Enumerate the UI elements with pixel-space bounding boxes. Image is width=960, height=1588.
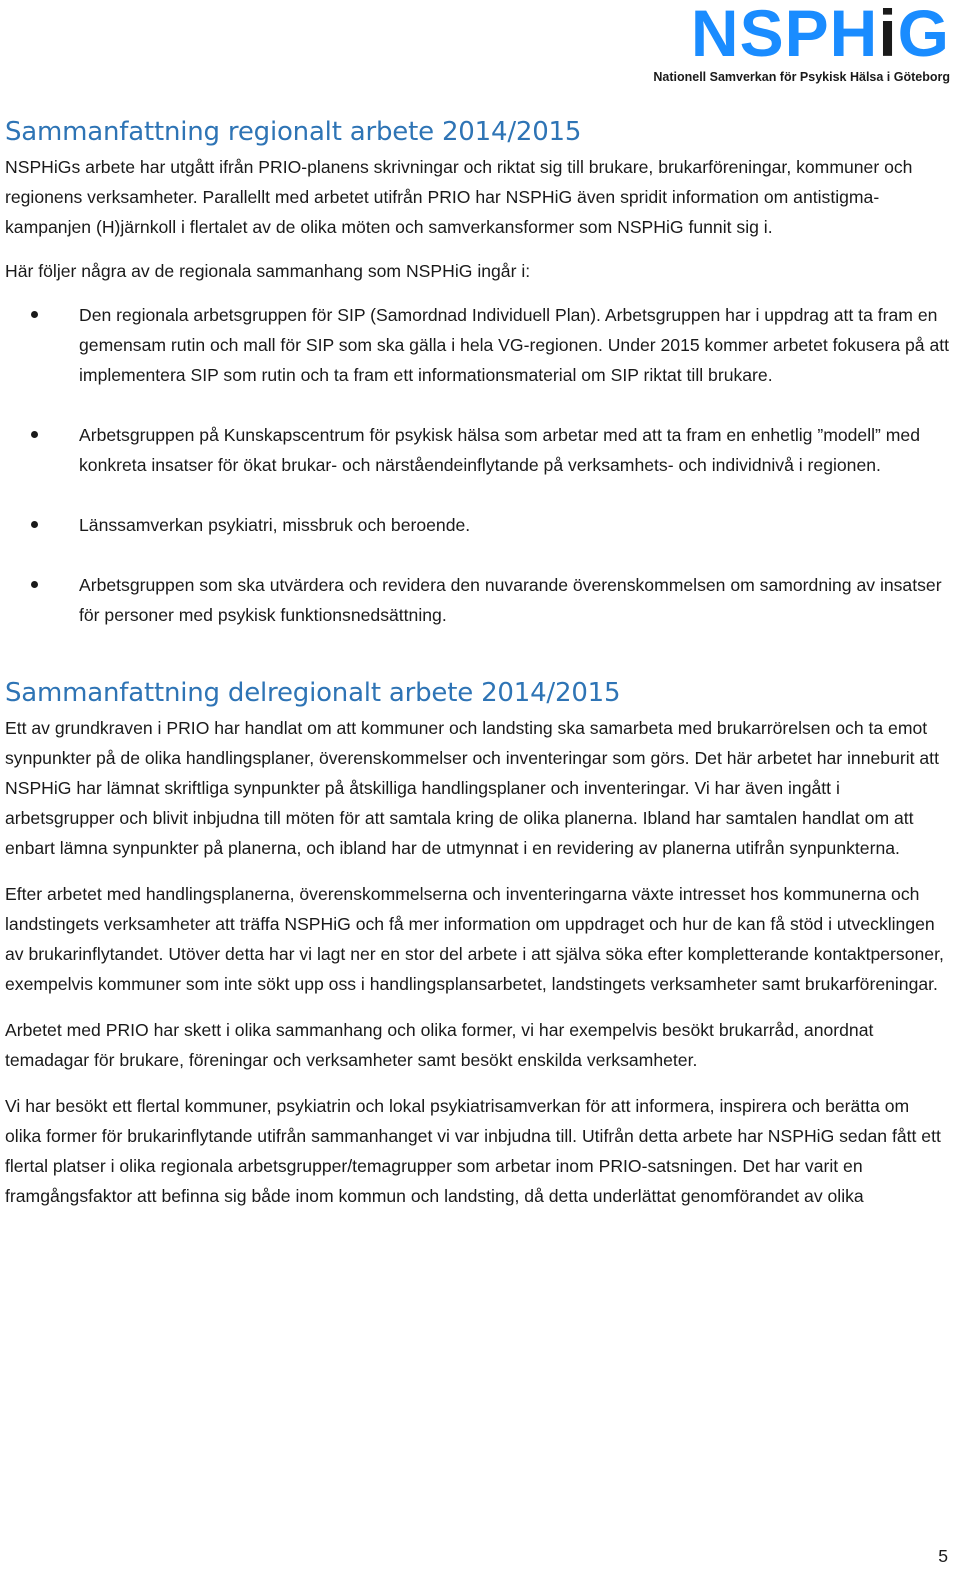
regional-intro-paragraph: NSPHiGs arbete har utgått ifrån PRIO-planens skrivningar och riktat sig till brukare, brukarföreningar, kommuner och regionens verksamheter. Parallellt med arbetet utifrån PRIO har NSPHiG även spridit information om antistigma-kampanjen (H)järnkoll i flertalet av de olika möten och samverkansformer som NSPHiG funnit sig i. [5,157,913,237]
list-item: Den regionala arbetsgruppen för SIP (Samordnad Individuell Plan). Arbetsgruppen har i uppdrag att ta fram en gemensam rutin och mall för SIP som ska gälla i hela VG-regionen. Under 2015 kommer arbetet fokusera på att implementera SIP som rutin och ta fram ett informationsmaterial om SIP riktat till brukare. [5,300,950,390]
logo-letter: G [897,0,950,70]
list-item: Arbetsgruppen som ska utvärdera och revidera den nuvarande överenskommelsen om samordning av insatser för personer med psykisk funktionsnedsättning. [5,570,950,630]
logo-letter: N [690,0,740,70]
subregional-paragraph: Ett av grundkraven i PRIO har handlat om att kommuner och landsting ska samarbeta med brukarrörelsen och ta emot synpunkter på de olika handlingsplaner, överenskommelser och inventeringar som görs. Det här arbetet har inneburit att NSPHiG har lämnat skriftliga synpunkter på åtskilliga handlingsplaner och inventeringar. Vi har även ingått i arbetsgrupper och blivit inbjudna till möten för att samtala kring de olika planerna. Ibland har samtalen handlat om att enbart lämna synpunkter på planerna, och ibland har de utmynnat i en revidering av planerna utifrån synpunkterna. [5,718,939,858]
section-heading-regional: Sammanfattning regionalt arbete 2014/2015 [5,117,582,147]
nsphig-logo [653,0,950,84]
logo-letter: S [739,0,785,70]
subregional-paragraph: Efter arbetet med handlingsplanerna, överenskommelserna och inventeringarna växte intresset hos kommunerna och landstingets verksamheter att träffa NSPHiG och få mer information om uppdraget och hur de kan få stöd i utvecklingen av brukarinflytandet. Utöver detta har vi lagt ner en stor del arbete i att själva söka efter kompletterande kontaktpersoner, exempelvis kommuner som inte sökt upp oss i handlingsplansarbetet, landstingets verksamheter samt brukarföreningar. [5,884,944,994]
regional-context-list [5,300,950,630]
section-heading-subregional: Sammanfattning delregionalt arbete 2014/2015 [5,678,621,708]
logo-letter: P [784,0,830,70]
subregional-paragraph: Vi har besökt ett flertal kommuner, psykiatrin och lokal psykiatrisamverkan för att informera, inspirera och berätta om olika former för brukarinflytande utifrån sammanhanget vi var inbjudna till. Utifrån detta arbete har NSPHiG sedan fått ett flertal platser i olika regionala arbetsgrupper/temagrupper som arbetar inom PRIO-satsningen. Det har varit en framgångsfaktor att befinna sig både inom kommun och landsting, då detta underlättat genomförandet av olika [5,1096,941,1206]
subregional-paragraph: Arbetet med PRIO har skett i olika sammanhang och olika former, vi har exempelvis besökt brukarråd, anordnat temadagar för brukare, föreningar och verksamheter samt besökt enskilda verksamheter. [5,1020,874,1070]
logo-letter: H [829,0,879,70]
regional-list-intro: Här följer några av de regionala sammanhang som NSPHiG ingår i: [5,261,531,281]
logo-wordmark [653,0,950,70]
list-item: Länssamverkan psykiatri, missbruk och beroende. [5,510,950,540]
list-item: Arbetsgruppen på Kunskapscentrum för psykisk hälsa som arbetar med att ta fram en enhetlig ”modell” med konkreta insatser för ökat brukar- och närståendeinflytande på verksamhets- och individnivå i regionen. [5,420,950,480]
document-body [5,115,950,1211]
logo-letter: i [878,0,898,70]
logo-subtitle: Nationell Samverkan för Psykisk Hälsa i Göteborg [653,70,950,84]
page-number: 5 [938,1546,948,1566]
